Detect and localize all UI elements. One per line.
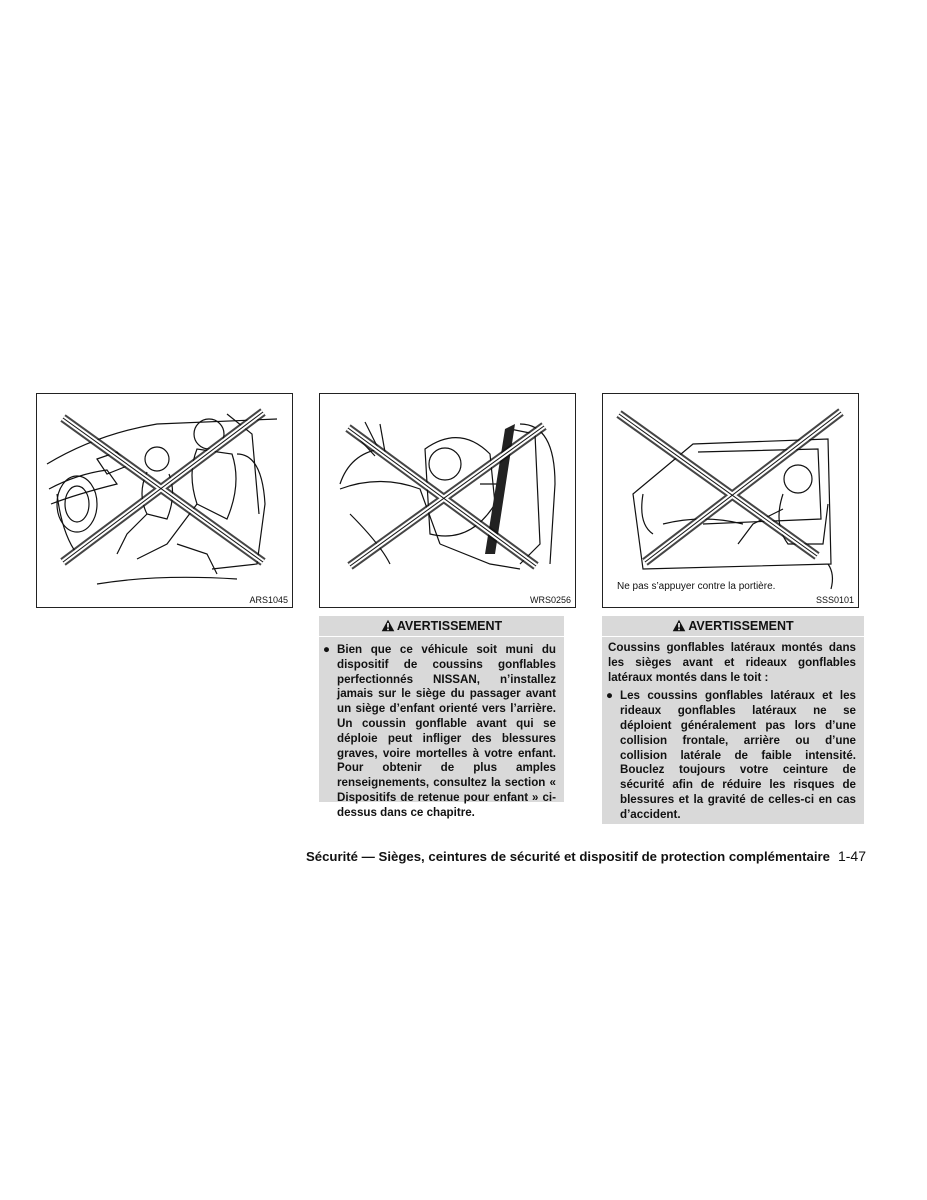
child-front-seat-prohibited-illustration: [37, 394, 292, 607]
warning-bullet-text: Bien que ce véhicule soit muni du dispositif de coussins gonflables perfectionnés NISSAN, n’installez jamais sur le siège du passager avant un siège d’enfant orienté vers l’arrière. Un coussin gonflable avant qui se déploie peut infliger des blessures graves, voire mortelles à votre enfant. Pour obtenir de plus amples renseignements, consultez la section « Dispositifs de retenue pour enfant » ci-dessus dans ce chapitre.: [337, 643, 556, 819]
page-footer: [0, 848, 866, 864]
warning-triangle-icon: [672, 619, 686, 632]
figure-rear-facing-seat: [319, 393, 576, 608]
warning-box-airbag-child-seat: [319, 616, 564, 819]
warning-triangle-icon: [381, 619, 395, 632]
figure-code: WRS0256: [529, 595, 571, 605]
figure-door-leaning: [602, 393, 859, 608]
figure-code: ARS1045: [249, 595, 288, 605]
warning-bullet-text: Les coussins gonflables latéraux et les rideaux gonflables latéraux ne se déploient généralement pas lors d’une collision frontale, arrière ou d’une collision latérale de faible intensité. Bouclez toujours votre ceinture de sécurité afin de réduire les risques de blessures et la gravité de celles-ci en cas d’accident.: [620, 689, 856, 821]
warning-box-side-airbags: [602, 616, 864, 824]
warning-intro: Coussins gonflables latéraux montés dans les sièges avant et rideaux gonflables latéraux montés dans le toit :: [608, 641, 856, 684]
warning-title: [602, 616, 864, 637]
warning-title: [319, 616, 564, 637]
figure-code: SSS0101: [815, 595, 854, 605]
bullet-icon: ●: [606, 689, 614, 703]
warning-bullet: [319, 637, 564, 821]
figure-caption: Ne pas s’appuyer contre la portière.: [617, 581, 776, 592]
rear-facing-child-seat-prohibited-illustration: [320, 394, 575, 607]
leaning-on-door-prohibited-illustration: [603, 394, 858, 607]
section-title: Sécurité — Sièges, ceintures de sécurité et dispositif de protection complémentaire: [305, 849, 830, 864]
page-number: 1-47: [837, 848, 866, 864]
figure-child-front-seat: [36, 393, 293, 608]
warning-bullet: [602, 689, 864, 822]
warning-title-text: AVERTISSEMENT: [396, 619, 503, 633]
bullet-icon: ●: [323, 643, 331, 656]
warning-title-text: AVERTISSEMENT: [688, 619, 794, 633]
